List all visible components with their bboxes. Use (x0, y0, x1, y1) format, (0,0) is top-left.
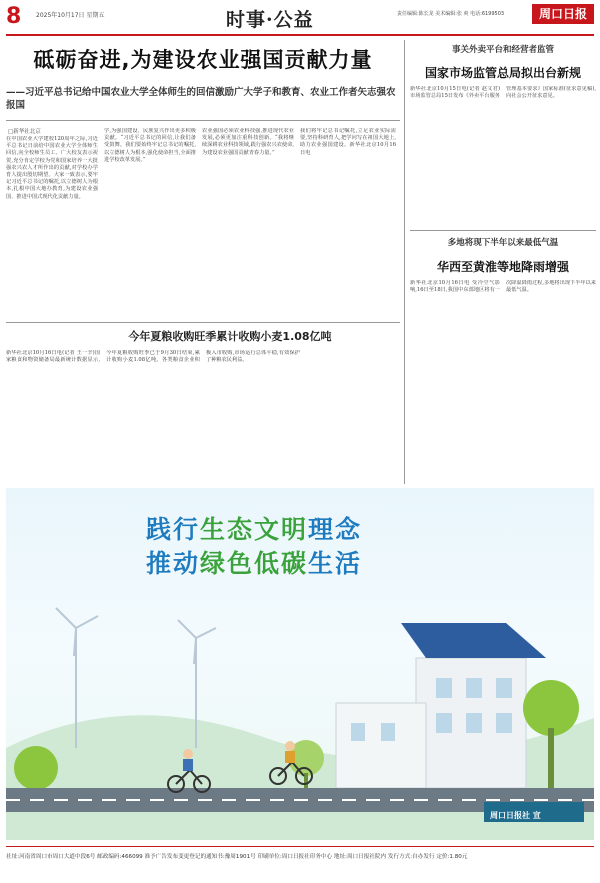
grain-headline: 今年夏粮收购旺季累计收购小麦1.08亿吨 (128, 330, 332, 343)
grain-body: 新华社北京10月16日电(记者 王一辛)国家粮食和物资储备局最新统计数据显示,今年夏粮收购旺季已于9月30日结束,累计收购小麦1.08亿吨。各类粮食企业积极入市收购,市场运行总体平稳,有效保护了种粮农民利益。 (6, 350, 300, 364)
slogan-2-part-c: 生活 (308, 549, 363, 578)
public-service-poster (6, 488, 594, 840)
lead-subhead: ——习近平总书记给中国农业大学全体师生的回信激励广大学子和教育、农业工作者矢志强农报国 (6, 87, 396, 111)
lead-divider (6, 120, 400, 121)
grain-divider (6, 322, 400, 323)
lead-byline: □新华社北京 (8, 129, 41, 135)
slogan-2-part-b: 绿色低碳 (200, 549, 309, 578)
footer-info: 社址:河南省周口市周口大道中段6号 邮政编码:466099 准予广告发布变更登记的通知书:豫周1901号 印刷单位:周口日报社印务中心 地址:周口日报社院内 发行方式:自办发行 定价:1.80元 (6, 854, 468, 860)
slogan-2-part-a: 推动 (146, 549, 201, 578)
lead-headline: 砥砺奋进,为建设农业强国贡献力量 (33, 48, 373, 72)
lead-column-4: 我们将牢记总书记嘱托,立足农业实际需要,坚持科研育人,把学问写在祖国大地上,助力农业强国建设。新华社北京10月16日电 (300, 128, 396, 156)
slogan-1-part-a: 践行 (146, 515, 201, 544)
page-number: 8 (6, 4, 22, 29)
poster-slogan-line-1 (146, 510, 362, 546)
section-title: 时事·公益 (226, 9, 314, 31)
right-headline-1: 国家市场监管总局拟出台新规 (424, 66, 581, 80)
solar-panel-icon (401, 623, 546, 658)
poster-credit: 周口日报社 宣 (490, 811, 541, 820)
lead-column-3: 农业强国必须农业科技强,推进现代农业发展,必须更加注重科技创新。“我将继续深耕农业科技领域,践行强农兴农使命,为建设农业强国贡献青春力量。” (202, 128, 294, 156)
right-divider (410, 230, 596, 231)
poster-slogan-line-2 (146, 544, 362, 580)
slogan-1-part-b: 生态文明 (200, 515, 309, 544)
brand-logo: 周口日报 (532, 4, 594, 24)
slogan-1-part-c: 理念 (308, 515, 363, 544)
right-headline-2: 华西至黄淮等地降雨增强 (436, 260, 569, 274)
lead-column-1: 在中国农业大学建校120周年之际,习近平总书记日前给中国农业大学全体师生回信,向全校师生员工、广大校友表示祝贺,充分肯定学校为党和国家培养一大批强农兴农人才所作出的贡献,对学校办学育人提出殷切期望。大家一致表示,要牢记习近平总书记的嘱托,以立德树人为根本,扎根中国大地办教育,为建设农业强国、推进中国式现代化贡献力量。 (6, 136, 98, 200)
editor-credits: 责任编辑:陈长龙 美术编辑:张 爽 电话:6199503 (397, 11, 505, 17)
page-header (0, 0, 600, 42)
right-kicker-1: 事关外卖平台和经营者监管 (451, 45, 554, 55)
footer-divider (6, 846, 594, 847)
issue-date: 2025年10月17日 星期五 (36, 12, 105, 19)
right-body-1: 新华社北京10月15日电(记者 赵文君)市场监管总局15日发布《外卖平台服务管理基本要求》国家标准(征求意见稿),向社会公开征求意见。 (410, 86, 596, 100)
right-body-2: 新华社北京10月16日电 受冷空气影响,16日至18日,我国中东部地区将有一次降温降雨过程,多地将出现下半年以来最低气温。 (410, 280, 596, 294)
lead-column-2: 学,为强国建设、民族复兴作出更多积极贡献。“习近平总书记的回信,让我们备受鼓舞。我们要始终牢记总书记的嘱托,以立德树人为根本,强化使命担当,全面推进学校改革发展。” (104, 128, 196, 163)
right-kicker-2: 多地将现下半年以来最低气温 (447, 238, 559, 248)
column-divider (404, 40, 405, 484)
header-divider (6, 34, 594, 36)
green-building (336, 623, 546, 788)
